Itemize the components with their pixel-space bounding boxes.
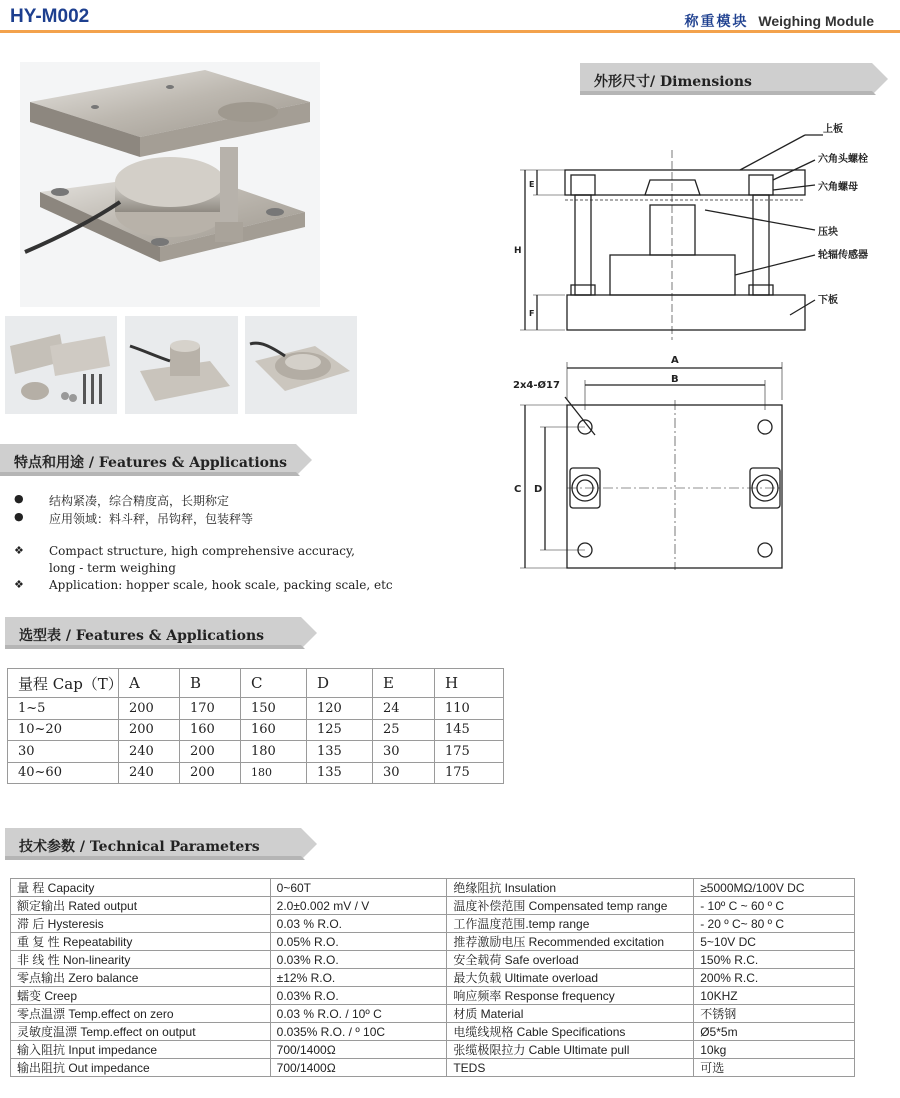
param-label: 滞 后 Hysteresis	[11, 915, 271, 933]
table-row	[11, 1023, 855, 1041]
bullet-icon: ●	[14, 510, 24, 523]
model-number: HY-M002	[10, 6, 90, 27]
product-photo-top-view	[245, 316, 357, 414]
category-cn: 称重模块	[684, 13, 749, 29]
param-value: 150% R.C.	[694, 951, 855, 969]
section-banner-features: 特点和用途 / Features & Applications	[0, 444, 315, 476]
table-header-row	[8, 669, 504, 698]
product-photo-parts	[5, 316, 117, 414]
section-banner-dimensions: 外形尺寸/ Dimensions	[580, 63, 890, 95]
table-row	[11, 915, 855, 933]
param-label: 最大负载 Ultimate overload	[447, 969, 694, 987]
param-value: 10kg	[694, 1041, 855, 1059]
param-value: 200% R.C.	[694, 969, 855, 987]
col-header: B	[180, 669, 241, 698]
table-row	[11, 933, 855, 951]
param-label: 响应频率 Response frequency	[447, 987, 694, 1005]
param-value: 不锈钢	[694, 1005, 855, 1023]
param-label: 工作温度范围.temp range	[447, 915, 694, 933]
svg-text:上板: 上板	[823, 124, 843, 135]
col-header: D	[307, 669, 373, 698]
svg-text:压块: 压块	[818, 227, 838, 238]
param-label: 输入阻抗 Input impedance	[11, 1041, 271, 1059]
table-row: 1~5 200 170 150 120 24 110	[8, 698, 504, 720]
param-label: 灵敏度温漂 Temp.effect on output	[11, 1023, 271, 1041]
param-value: 0.03 % R.O. / 10º C	[270, 1005, 447, 1023]
param-value: - 20 º C~ 80 º C	[694, 915, 855, 933]
col-header: H	[435, 669, 504, 698]
param-label: 安全载荷 Safe overload	[447, 951, 694, 969]
param-value: 0.035% R.O. / º 10C	[270, 1023, 447, 1041]
param-value: 2.0±0.002 mV / V	[270, 897, 447, 915]
table-row	[11, 951, 855, 969]
header-divider	[0, 30, 900, 33]
param-value: 700/1400Ω	[270, 1041, 447, 1059]
product-photo-main	[20, 62, 320, 307]
param-label: 非 线 性 Non-linearity	[11, 951, 271, 969]
param-label: 温度补偿范围 Compensated temp range	[447, 897, 694, 915]
svg-text:H: H	[514, 246, 522, 256]
param-label: 电缆线规格 Cable Specifications	[447, 1023, 694, 1041]
table-row: 10~20 200 160 160 125 25 145	[8, 719, 504, 741]
svg-text:六角头螺栓: 六角头螺栓	[818, 154, 868, 165]
param-value: - 10º C ~ 60 º C	[694, 897, 855, 915]
param-label: 材质 Material	[447, 1005, 694, 1023]
bullet-icon: ●	[14, 492, 24, 505]
category-en: Weighing Module	[758, 13, 874, 29]
svg-text:下板: 下板	[818, 295, 838, 306]
selection-table	[7, 668, 504, 784]
section-banner-technical: 技术参数 / Technical Parameters	[5, 828, 320, 860]
category-title	[684, 11, 874, 31]
param-label: 推荐激励电压 Recommended excitation	[447, 933, 694, 951]
param-label: 零点输出 Zero balance	[11, 969, 271, 987]
svg-text:六角螺母: 六角螺母	[818, 182, 858, 193]
param-value: 0.03 % R.O.	[270, 915, 447, 933]
param-label: 蠕变 Creep	[11, 987, 271, 1005]
param-value: 可选	[694, 1059, 855, 1077]
param-value: Ø5*5m	[694, 1023, 855, 1041]
table-row	[11, 1059, 855, 1077]
param-value: 10KHZ	[694, 987, 855, 1005]
svg-text:2x4-Ø17: 2x4-Ø17	[513, 380, 560, 391]
product-photo-assembled	[125, 316, 238, 414]
table-row: 40~60 240 200 180 135 30 175	[8, 762, 504, 784]
param-label: 额定输出 Rated output	[11, 897, 271, 915]
diamond-bullet-icon: ❖	[14, 544, 24, 557]
param-value: ≥5000MΩ/100V DC	[694, 879, 855, 897]
table-row	[11, 969, 855, 987]
table-row	[11, 987, 855, 1005]
svg-text:A: A	[671, 355, 679, 366]
table-row	[11, 1041, 855, 1059]
svg-text:C: C	[514, 484, 522, 495]
param-value: ±12% R.O.	[270, 969, 447, 987]
param-label: 重 复 性 Repeatability	[11, 933, 271, 951]
table-row	[11, 879, 855, 897]
diamond-bullet-icon: ❖	[14, 578, 24, 591]
table-row	[11, 897, 855, 915]
param-value: 0.03% R.O.	[270, 987, 447, 1005]
dimension-drawing	[505, 110, 895, 580]
col-header: C	[241, 669, 307, 698]
technical-parameters-table	[10, 878, 855, 1077]
param-value: 0.05% R.O.	[270, 933, 447, 951]
param-label: 张缆极限拉力 Cable Ultimate pull	[447, 1041, 694, 1059]
svg-text:E: E	[529, 180, 535, 189]
svg-text:轮辐传感器: 轮辐传感器	[818, 250, 868, 261]
table-row	[11, 1005, 855, 1023]
col-header: E	[373, 669, 435, 698]
svg-text:D: D	[534, 484, 543, 495]
table-row: 30 240 200 180 135 30 175	[8, 741, 504, 763]
param-value: 0.03% R.O.	[270, 951, 447, 969]
param-value: 700/1400Ω	[270, 1059, 447, 1077]
param-label: 量 程 Capacity	[11, 879, 271, 897]
param-label: 零点温漂 Temp.effect on zero	[11, 1005, 271, 1023]
param-label: 输出阻抗 Out impedance	[11, 1059, 271, 1077]
svg-text:B: B	[671, 374, 679, 385]
param-value: 0~60T	[270, 879, 447, 897]
param-value: 5~10V DC	[694, 933, 855, 951]
col-header: 量程 Cap（T）	[8, 669, 119, 698]
param-label: 绝缘阻抗 Insulation	[447, 879, 694, 897]
param-label: TEDS	[447, 1059, 694, 1077]
svg-text:F: F	[529, 309, 535, 318]
col-header: A	[119, 669, 180, 698]
section-banner-selection: 选型表 / Features & Applications	[5, 617, 320, 649]
